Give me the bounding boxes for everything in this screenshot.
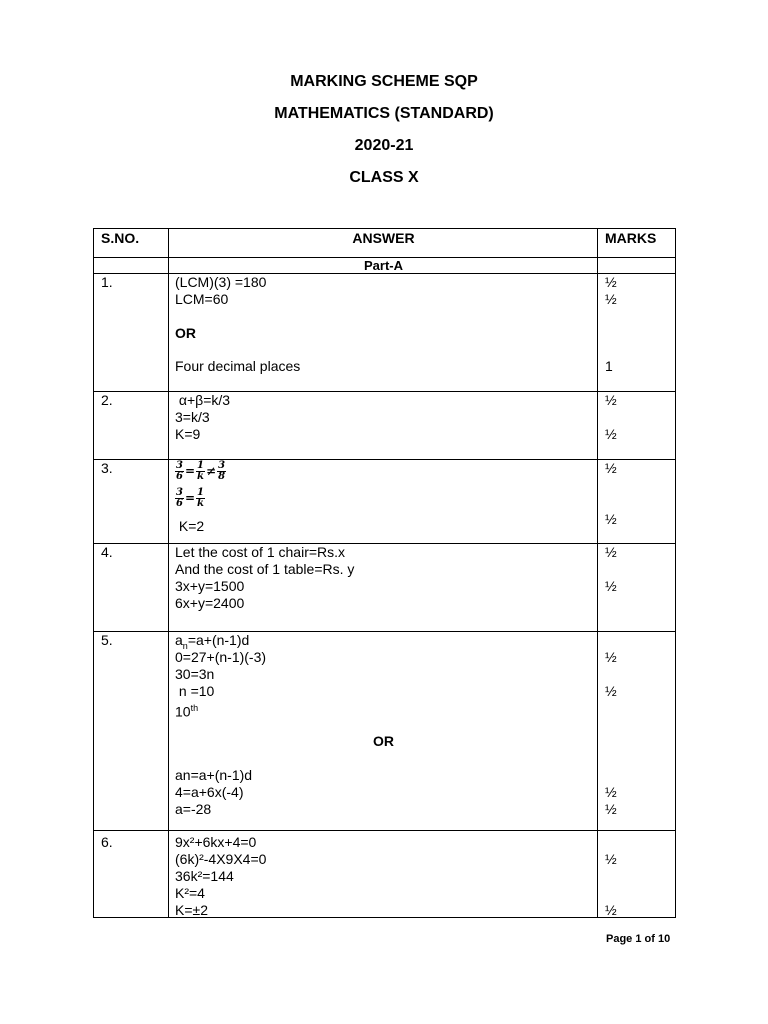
row-4-sno: 4. (101, 544, 113, 560)
row-5-line: 4=a+6x(-4) (175, 784, 244, 800)
row-5-mark: ½ (605, 784, 617, 800)
title-line-4: CLASS X (349, 169, 419, 186)
row-5-mark: ½ (605, 649, 617, 665)
row-5-line: 30=3n (175, 666, 215, 682)
frac-denominator: 6 (176, 498, 183, 509)
frac-denominator: 6 (176, 471, 183, 482)
an-base: a (175, 632, 183, 648)
row-1-mark: ½ (605, 291, 617, 307)
row-5-line: a=-28 (175, 801, 212, 817)
header-answer: ANSWER (352, 230, 415, 246)
row-6-line: K=±2 (175, 902, 208, 918)
row-2-line: α+β=k/3 (175, 392, 231, 408)
row-3-fraction-eq1 (175, 461, 226, 482)
row-6-sno: 6. (101, 834, 113, 850)
row-5-mark: ½ (605, 801, 617, 817)
row-6-line: 9x²+6kx+4=0 (175, 834, 257, 850)
row-5-tenth (175, 700, 198, 721)
row-5-or: OR (373, 733, 394, 749)
title-line-1: MARKING SCHEME SQP (290, 73, 478, 90)
column-divider (168, 229, 169, 917)
row-5-line: an=a+(n-1)d (175, 767, 253, 783)
row-4-line: 6x+y=2400 (175, 595, 245, 611)
row-4-line: 3x+y=1500 (175, 578, 245, 594)
frac-numerator: 3 (218, 460, 226, 471)
frac-numerator: 1 (197, 487, 204, 498)
row-5-sno: 5. (101, 632, 113, 648)
row-5-line: 0=27+(n-1)(-3) (175, 649, 267, 665)
document-title-block (0, 70, 768, 198)
row-6-mark: ½ (605, 902, 617, 918)
of-word: of (644, 933, 655, 945)
row-4-line: And the cost of 1 table=Rs. y (175, 561, 355, 577)
row-6-line: 36k²=144 (175, 868, 234, 884)
row-6-line: K²=4 (175, 885, 205, 901)
frac-operator: = (184, 464, 196, 478)
marking-table (93, 228, 676, 918)
row-1-sno: 1. (101, 274, 113, 290)
row-6-line: (6k)²-4X9X4=0 (175, 851, 267, 867)
row-2-line: K=9 (175, 426, 201, 442)
page-number (606, 933, 670, 945)
an-rest: =a+(n-1)d (187, 632, 250, 648)
page-word: Page (606, 933, 633, 945)
an-subscript: n (182, 640, 188, 651)
part-a-label: Part-A (363, 258, 403, 273)
row-divider (94, 830, 675, 831)
row-1-line: LCM=60 (175, 291, 229, 307)
row-1-or: OR (175, 325, 196, 341)
frac-operator: ≠ (206, 464, 217, 478)
row-5-line: n =10 (175, 683, 215, 699)
row-4-mark: ½ (605, 544, 617, 560)
frac-numerator: 3 (176, 460, 183, 471)
frac-numerator: 1 (197, 460, 204, 471)
title-line-3: 2020-21 (354, 137, 414, 154)
frac-denominator: 8 (218, 471, 226, 482)
row-4-mark: ½ (605, 578, 617, 594)
row-3-mark: ½ (605, 511, 617, 527)
frac-denominator: k (197, 471, 204, 482)
row-2-mark: ½ (605, 426, 617, 442)
row-1-mark: ½ (605, 274, 617, 290)
column-divider (597, 229, 598, 917)
page-total: 10 (658, 933, 671, 945)
row-2-line: 3=k/3 (175, 409, 210, 425)
header-marks: MARKS (605, 230, 657, 246)
row-6-mark: ½ (605, 851, 617, 867)
row-1-mark: 1 (605, 358, 613, 374)
row-1-line: (LCM)(3) =180 (175, 274, 267, 290)
tenth-base: 10 (175, 703, 191, 720)
frac-operator: = (184, 491, 196, 505)
row-2-sno: 2. (101, 392, 113, 408)
tenth-superscript: th (190, 703, 199, 713)
row-3-sno: 3. (101, 460, 113, 476)
row-5-mark: ½ (605, 683, 617, 699)
page-current: 1 (635, 933, 642, 945)
row-3-mark: ½ (605, 460, 617, 476)
row-3-line: K=2 (175, 518, 205, 534)
frac-numerator: 3 (176, 487, 183, 498)
row-2-mark: ½ (605, 392, 617, 408)
row-4-line: Let the cost of 1 chair=Rs.x (175, 544, 346, 560)
row-3-fraction-eq2 (175, 488, 205, 509)
header-sno: S.NO. (101, 230, 140, 246)
title-line-2: MATHEMATICS (STANDARD) (274, 105, 494, 122)
row-1-line: Four decimal places (175, 358, 301, 374)
frac-denominator: k (197, 498, 204, 509)
